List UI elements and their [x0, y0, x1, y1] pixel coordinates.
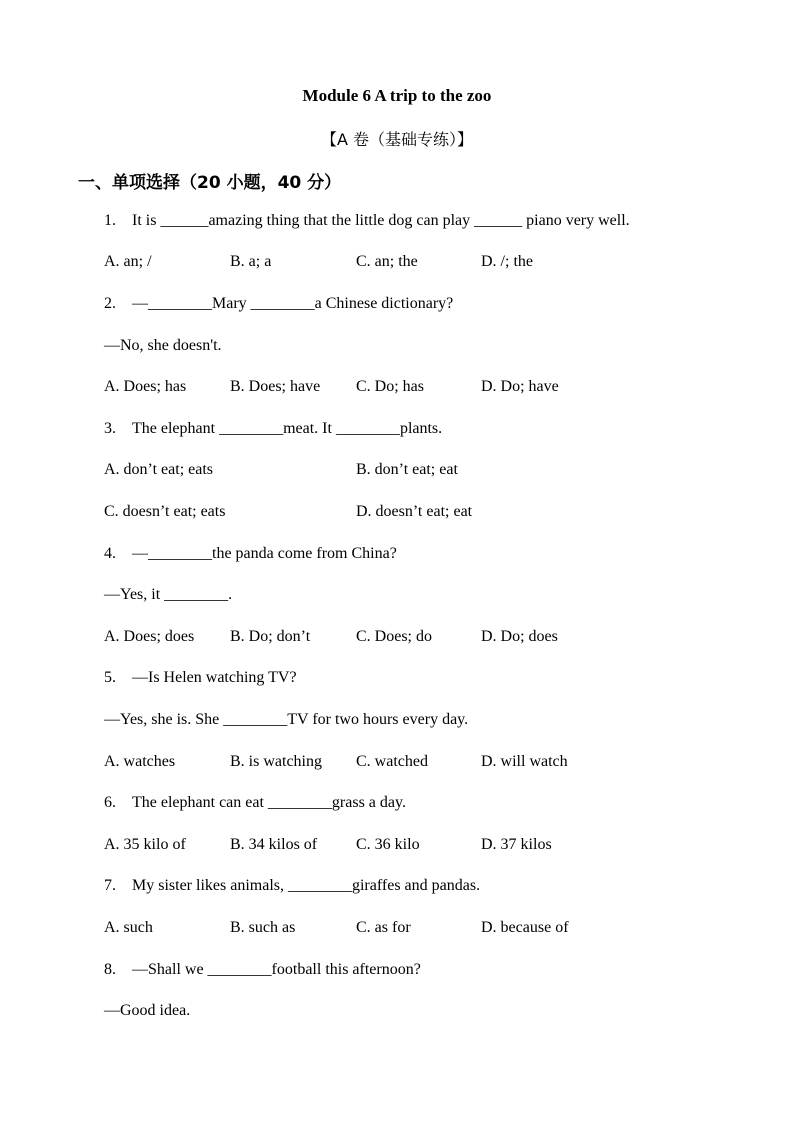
question-number: 8.	[104, 961, 116, 978]
q7-option-a: A. such	[104, 919, 153, 936]
q5-option-d: D. will watch	[481, 753, 568, 770]
q2-option-d: D. Do; have	[481, 378, 559, 395]
q8-reply: —Good idea.	[104, 1002, 191, 1019]
question-number: 2.	[104, 295, 116, 312]
q5-option-c: C. watched	[356, 753, 428, 770]
q1-option-c: C. an; the	[356, 253, 418, 270]
question-5	[104, 669, 297, 687]
question-text: The elephant ________meat. It ________plants.	[132, 420, 443, 437]
question-number: 6.	[104, 794, 116, 811]
question-text: —Is Helen watching TV?	[132, 669, 297, 686]
q5-option-b: B. is watching	[230, 753, 322, 770]
q2-reply: —No, she doesn't.	[104, 337, 222, 354]
q2-option-a: A. Does; has	[104, 378, 187, 395]
question-text: It is ______amazing thing that the little dog can play ______ piano very well.	[132, 212, 630, 229]
q3-option-d: D. doesn’t eat; eat	[356, 503, 473, 520]
q4-option-d: D. Do; does	[481, 628, 558, 645]
q5-option-a: A. watches	[104, 753, 176, 770]
page-subtitle: 【A 卷（基础专练）】	[320, 130, 474, 149]
question-number: 5.	[104, 669, 116, 686]
question-2	[104, 295, 453, 313]
q2-option-c: C. Do; has	[356, 378, 424, 395]
page-title: Module 6 A trip to the zoo	[302, 86, 492, 105]
question-text: The elephant can eat ________grass a day.	[132, 794, 406, 811]
question-1	[104, 212, 630, 230]
question-text: My sister likes animals, ________giraffes and pandas.	[132, 877, 481, 894]
question-3	[104, 420, 442, 438]
q3-option-a: A. don’t eat; eats	[104, 461, 214, 478]
q5-reply: —Yes, she is. She ________TV for two hours every day.	[104, 711, 469, 728]
q6-option-a: A. 35 kilo of	[104, 836, 186, 853]
question-text: —Shall we ________football this afternoon?	[132, 961, 421, 978]
question-text: —________the panda come from China?	[132, 545, 397, 562]
q7-option-b: B. such as	[230, 919, 296, 936]
q3-option-c: C. doesn’t eat; eats	[104, 503, 226, 520]
question-number: 4.	[104, 545, 116, 562]
question-number: 7.	[104, 877, 116, 894]
question-6	[104, 794, 406, 812]
q7-option-c: C. as for	[356, 919, 411, 936]
q6-option-c: C. 36 kilo	[356, 836, 420, 853]
q4-option-a: A. Does; does	[104, 628, 195, 645]
q7-option-d: D. because of	[481, 919, 569, 936]
q4-option-c: C. Does; do	[356, 628, 432, 645]
question-number: 3.	[104, 420, 116, 437]
question-number: 1.	[104, 212, 116, 229]
section-heading: 一、单项选择（20 小题，40 分）	[78, 173, 342, 193]
q4-reply: —Yes, it ________.	[104, 586, 233, 603]
q1-option-d: D. /; the	[481, 253, 533, 270]
q3-option-b: B. don’t eat; eat	[356, 461, 458, 478]
q1-option-a: A. an; /	[104, 253, 152, 270]
question-7	[104, 877, 480, 895]
q2-option-b: B. Does; have	[230, 378, 321, 395]
question-4	[104, 545, 397, 563]
q6-option-d: D. 37 kilos	[481, 836, 552, 853]
question-text: —________Mary ________a Chinese dictionary?	[132, 295, 454, 312]
q6-option-b: B. 34 kilos of	[230, 836, 318, 853]
q4-option-b: B. Do; don’t	[230, 628, 311, 645]
question-8	[104, 961, 421, 979]
q1-option-b: B. a; a	[230, 253, 272, 270]
